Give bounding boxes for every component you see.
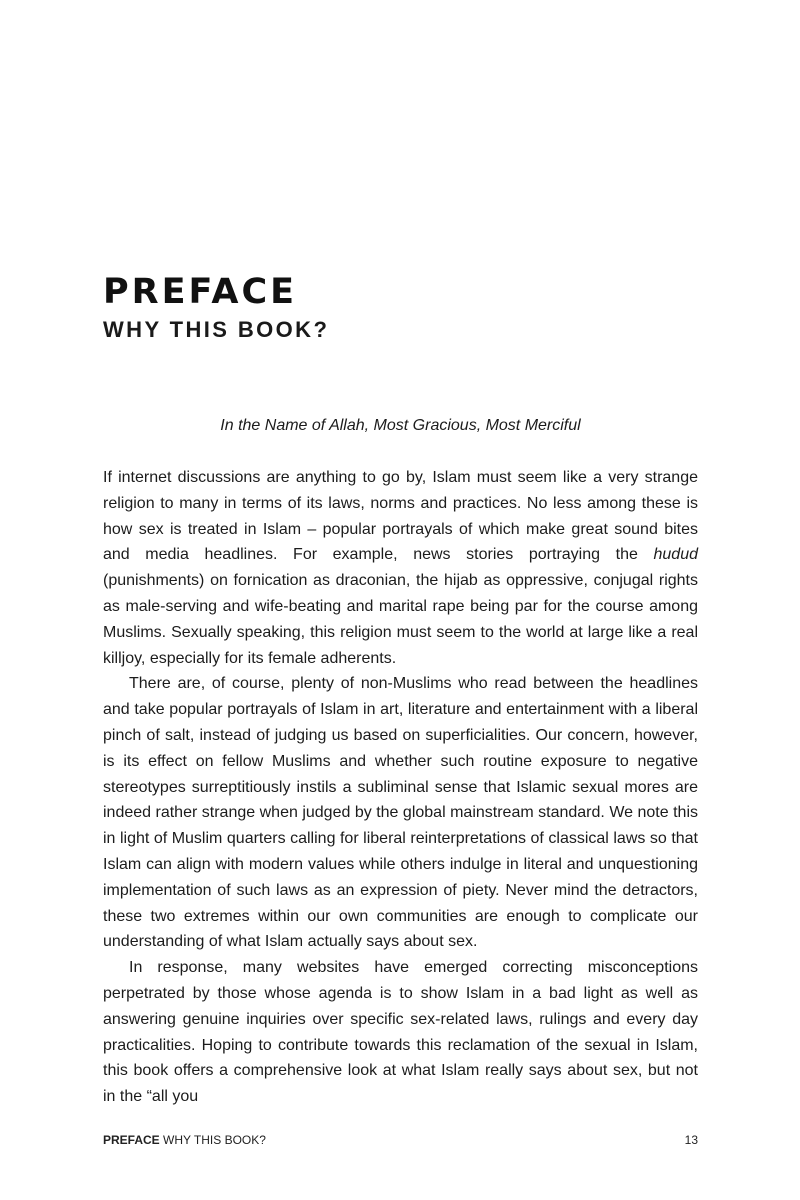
footer-title	[103, 1132, 266, 1148]
running-footer	[103, 1132, 698, 1148]
paragraph-1-emphasis: hudud	[653, 546, 698, 564]
chapter-heading	[103, 270, 703, 344]
paragraph-2: There are, of course, plenty of non-Muslims who read between the headlines and take popular portrayals of Islam in art, literature and entertainment with a liberal pinch of salt, instead of judging us based on superficialities. Our concern, however, is its effect on fellow Muslims and whether such routine exposure to negative stereotypes surreptitiously instils a subliminal sense that Islamic sexual mores are indeed rather strange when judged by the global mainstream standard. We note this in light of Muslim quarters calling for liberal reinterpretations of classical laws so that Islam can align with modern values while others indulge in literal and unquestioning implementation of such laws as an expression of piety. Never mind the detractors, these two extremes within our own communities are enough to complicate our understanding of what Islam actually says about sex.	[103, 675, 698, 951]
paragraph-3: In response, many websites have emerged correcting misconceptions perpetrated by those whose agenda is to show Islam in a bad light as well as answering genuine inquiries over specific sex-related laws, rulings and every day practicalities. Hoping to contribute towards this reclamation of the sexual in Islam, this book offers a comprehensive look at what Islam really says about sex, but not in the “all you	[103, 959, 698, 1106]
chapter-title: PREFACE	[103, 272, 298, 312]
page-number: 13	[684, 1133, 698, 1147]
footer-section: WHY THIS BOOK?	[163, 1133, 266, 1147]
paragraph-1-text-after: (punishments) on fornication as draconian, the hijab as oppressive, conjugal rights as male-serving and wife-beating and marital rape being par for the course among Muslims. Sexually speaking, this religion must seem to the world at large like a real killjoy, especially for its female adherents.	[103, 572, 698, 667]
chapter-subtitle: WHY THIS BOOK?	[103, 317, 330, 342]
paragraph-1-text-before: If internet discussions are anything to go by, Islam must seem like a very strange religion to many in terms of its laws, norms and practices. No less among these is how sex is treated in Islam – popular portrayals of which make great sound bites and media headlines. For example, news stories portraying the	[103, 469, 698, 564]
paragraph-1	[103, 465, 698, 671]
footer-chapter: PREFACE	[103, 1133, 160, 1147]
body-text	[103, 465, 698, 1110]
basmala-epigraph: In the Name of Allah, Most Gracious, Most Merciful	[220, 417, 581, 434]
